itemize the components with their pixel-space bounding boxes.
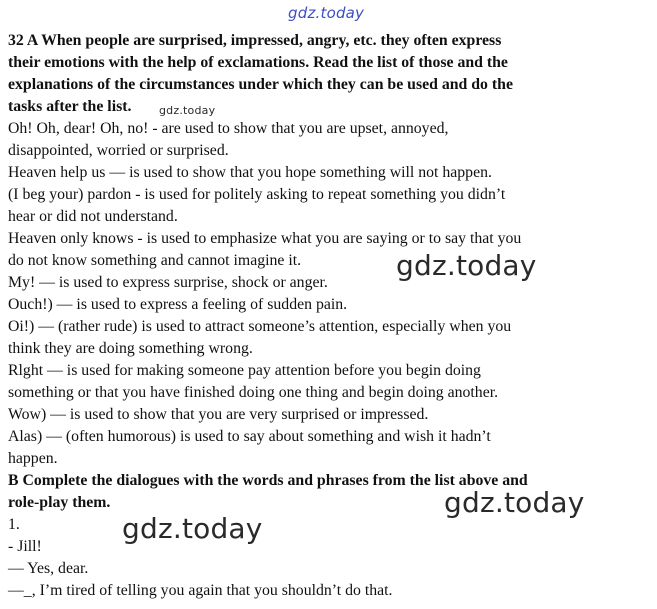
exclamation-my: My! — is used to express surprise, shock or anger. xyxy=(8,274,328,291)
exclamation-oh-line-2: disappointed, worried or surprised. xyxy=(8,142,229,159)
task-a-heading-line-2: their emotions with the help of exclamations. Read the list of those and the xyxy=(8,54,508,71)
exclamation-alas-line-1: Alas) — (often humorous) is used to say about something and wish it hadn’t xyxy=(8,428,491,445)
task-b-heading-line-2: role-play them. xyxy=(8,494,111,511)
exclamation-oi-line-2: think they are doing something wrong. xyxy=(8,340,253,357)
exclamation-right-line-2: something or that you have finished doing one thing and begin doing another. xyxy=(8,384,499,401)
dialogue-number: 1. xyxy=(8,516,20,533)
watermark-middle: gdz.today xyxy=(396,249,537,282)
dialogue-line-3: —_, I’m tired of telling you again that you shouldn’t do that. xyxy=(8,582,393,599)
dialogue-line-1: - Jill! xyxy=(8,538,42,555)
exclamation-wow: Wow) — is used to show that you are very surprised or impressed. xyxy=(8,406,429,423)
watermark-small: gdz.today xyxy=(159,104,216,117)
exclamation-heaven-knows-line-2: do not know something and cannot imagine it. xyxy=(8,252,302,269)
task-a-heading-line-3: explanations of the circumstances under which they can be used and do the xyxy=(8,76,513,93)
exclamation-heaven-help-us: Heaven help us — is used to show that you hope something will not happen. xyxy=(8,164,492,181)
exclamation-alas-line-2: happen. xyxy=(8,450,58,467)
exclamation-right-line-1: Rlght — is used for making someone pay attention before you begin doing xyxy=(8,362,481,379)
exclamation-heaven-knows-line-1: Heaven only knows - is used to emphasize what you are saying or to say that you xyxy=(8,230,522,247)
dialogue-line-2: — Yes, dear. xyxy=(8,560,89,577)
task-b-heading-line-1: B Complete the dialogues with the words and phrases from the list above and xyxy=(8,472,528,489)
exclamation-oh-line-1: Oh! Oh, dear! Oh, no! - are used to show that you are upset, annoyed, xyxy=(8,120,449,137)
watermark-top: gdz.today xyxy=(288,4,365,22)
exclamation-ouch: Ouch!) — is used to express a feeling of sudden pain. xyxy=(8,296,348,313)
task-a-heading-line-1: 32 A When people are surprised, impressed, angry, etc. they often express xyxy=(8,32,502,49)
exclamation-oi-line-1: Oi!) — (rather rude) is used to attract someone’s attention, especially when you xyxy=(8,318,512,335)
task-a-heading-line-4: tasks after the list. xyxy=(8,98,132,115)
exclamation-pardon-line-2: hear or did not understand. xyxy=(8,208,178,225)
watermark-left: gdz.today xyxy=(122,512,263,545)
exclamation-pardon-line-1: (I beg your) pardon - is used for politely asking to repeat something you didn’t xyxy=(8,186,506,203)
watermark-right: gdz.today xyxy=(444,486,585,519)
